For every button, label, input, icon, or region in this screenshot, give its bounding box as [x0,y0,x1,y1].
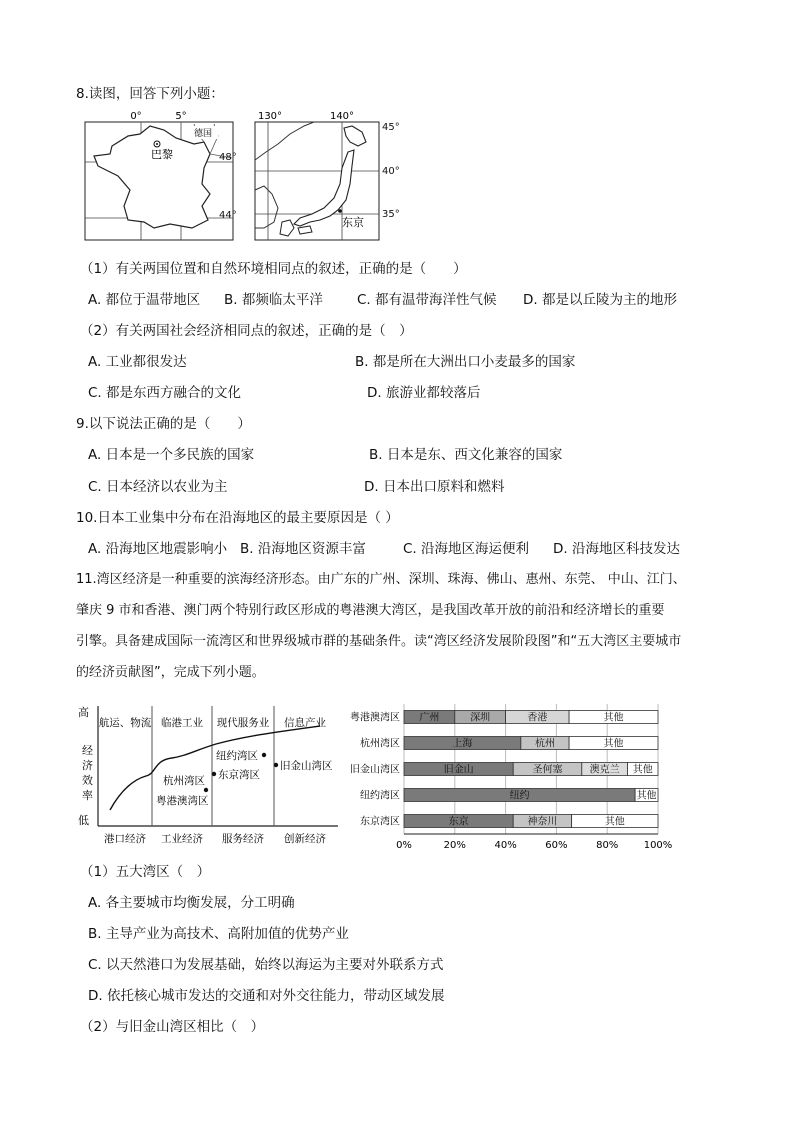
x-tick-label: 40% [494,840,517,848]
tokyo-label: 东京 [342,216,364,229]
segment-label: 杭州 [534,738,555,750]
q11-sub1-option-b: B. 主导产业为高技术、高附加值的优势产业 [88,926,349,942]
segment-label: 其他 [632,764,653,776]
category-label: 纽约湾区 [360,790,400,802]
q10-option-d: D. 沿海地区科技发达 [553,541,680,557]
q11-sub1-question: （1）五大湾区（ ） [80,864,211,880]
q8-sub1-option-c: C. 都有温带海洋性气候 [357,292,497,308]
stage-y-char-2: 济 [82,759,93,772]
lat-label-35: 35° [382,209,400,220]
x-tick-label: 0% [396,840,412,848]
x-tick-label: 20% [443,840,466,848]
q8-sub2-option-c: C. 都是东西方融合的文化 [88,385,242,401]
france-map [84,110,236,242]
stage-point-newyork [262,753,266,757]
industry-label-3: 现代服务业 [216,717,270,729]
q10-question: 10.日本工业集中分布在沿海地区的最主要原因是（ ） [76,510,399,526]
q9-option-d: D. 日本出口原料和燃料 [364,479,505,495]
q8-sub1-option-b: B. 都频临太平洋 [224,292,323,308]
q11-sub2-question: （2）与旧金山湾区相比（ ） [80,1019,265,1035]
lat-label-48: 48° [219,152,237,163]
germany-label: 德国 [194,129,213,139]
segment-label: 其他 [604,816,625,828]
lon-label-130: 130° [257,111,283,122]
q10-option-a: A. 沿海地区地震影响小 [88,541,228,557]
category-label: 粤港澳湾区 [350,712,400,724]
lon-label-140: 140° [329,111,355,122]
q8-sub2-option-a: A. 工业都很发达 [88,354,187,370]
q9-question: 9.以下说法正确的是（ ） [76,416,251,432]
paris-label: 巴黎 [151,148,173,161]
lon-label-0: 0° [130,111,142,122]
q10-option-b: B. 沿海地区资源丰富 [240,541,366,557]
stage-y-top: 高 [78,706,89,719]
contribution-chart [346,698,676,848]
q8-sub1-question: （1）有关两国位置和自然环境相同点的叙述，正确的是（ ） [80,261,467,277]
stage-point-tokyo [212,772,216,776]
industry-label-1: 航运、物流 [98,717,152,729]
industry-label-4: 信息产业 [284,717,326,729]
stage-label-tokyo: 东京湾区 [218,769,260,781]
segment-label: 神奈川 [527,816,558,828]
q9-option-c: C. 日本经济以农业为主 [88,479,228,495]
q8-sub1-option-d: D. 都是以丘陵为主的地形 [523,292,677,308]
x-tick-label: 60% [545,840,568,848]
stage-label-sanfrancisco: 旧金山湾区 [280,760,333,772]
q8-stem: 8.读图，回答下列小题： [76,86,224,102]
q11-stem-line-1: 11.湾区经济是一种重要的滨海经济形态。由广东的广州、深圳、珠海、佛山、惠州、东莞、 中山、江门、 [76,572,686,587]
category-label: 东京湾区 [360,816,400,828]
q8-sub2-question: （2）有关两国社会经济相同点的叙述，正确的是（ ） [80,323,413,339]
stage-label-yuegangao: 粤港澳湾区 [156,795,209,807]
q11-stem-line-4: 的经济贡献图”，完成下列小题。 [76,665,265,680]
segment-label: 澳克兰 [589,764,620,776]
contribution-bars [350,711,658,828]
x-tick-label: 80% [596,840,619,848]
stage-y-bottom: 低 [78,814,89,827]
stage-y-char-3: 效 [82,774,93,787]
q11-sub1-option-a: A. 各主要城市均衡发展，分工明确 [88,895,295,911]
segment-label: 旧金山 [443,764,474,776]
q9-option-a: A. 日本是一个多民族的国家 [88,447,255,463]
segment-label: 其他 [636,790,657,802]
segment-label: 深圳 [470,712,491,724]
stage-y-char-4: 率 [82,789,93,802]
category-label: 旧金山湾区 [350,764,400,776]
segment-label: 香港 [527,712,548,724]
lat-label-45: 45° [382,122,400,133]
q11-stem-line-3: 引擎。具备建成国际一流湾区和世界级城市群的基础条件。读“湾区经济发展阶段图”和“五大湾区主要城市 [76,634,682,649]
industry-label-2: 临港工业 [161,717,203,729]
q8-sub2-option-d: D. 旅游业都较落后 [367,385,481,401]
segment-label: 东京 [448,816,469,828]
stage-point-sanfrancisco [274,763,278,767]
lat-label-44: 44° [219,210,237,221]
q9-option-b: B. 日本是东、西文化兼容的国家 [369,447,563,463]
stage-label-3: 服务经济 [222,833,264,845]
segment-label: 上海 [452,738,473,750]
q10-option-c: C. 沿海地区海运便利 [403,541,530,557]
x-tick-label: 100% [643,840,673,848]
segment-label: 广州 [419,712,440,724]
q11-stem-line-2: 肇庆 9 市和香港、澳门两个特别行政区形成的粤港澳大湾区，是我国改革开放的前沿和经济增长的重要 [76,603,665,618]
stage-chart [76,698,346,848]
category-label: 杭州湾区 [360,738,400,750]
stage-label-newyork: 纽约湾区 [216,750,258,762]
stage-label-1: 港口经济 [104,833,146,845]
q8-sub1-option-a: A. 都位于温带地区 [88,292,201,308]
segment-label: 圣何塞 [532,764,563,776]
segment-label: 其他 [603,738,624,750]
q8-sub2-option-b: B. 都是所在大洲出口小麦最多的国家 [355,354,576,370]
lon-label-5: 5° [175,111,187,122]
tokyo-marker [338,209,342,213]
lat-label-40: 40° [382,166,400,177]
stage-point-yuegangao [204,788,208,792]
segment-label: 其他 [603,712,624,724]
q11-sub1-option-c: C. 以天然港口为发展基础，始终以海运为主要对外联系方式 [88,957,444,973]
stage-label-2: 工业经济 [161,833,203,845]
stage-label-4: 创新经济 [284,833,326,845]
stage-y-char-1: 经 [82,744,93,757]
stage-label-hangzhou: 杭州湾区 [163,775,205,787]
segment-label: 纽约 [509,790,530,802]
contribution-x-ticks [396,840,672,848]
q11-sub1-option-d: D. 依托核心城市发达的交通和对外交往能力，带动区域发展 [88,988,445,1004]
japan-map [254,110,384,242]
